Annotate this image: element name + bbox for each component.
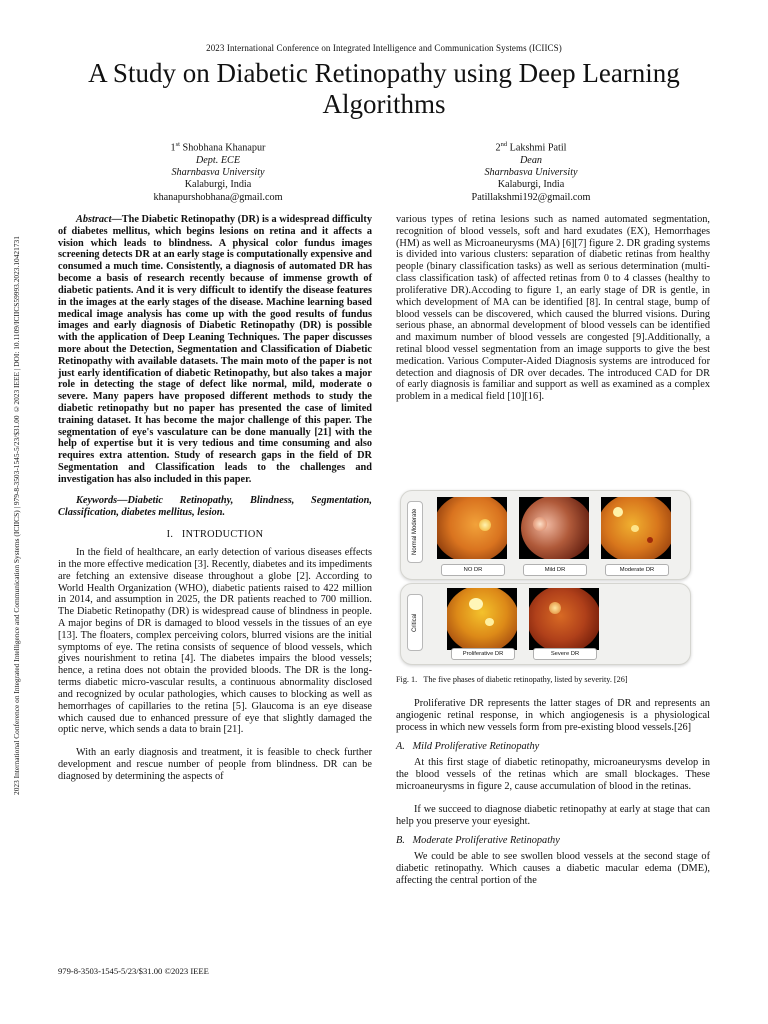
retina-disc	[437, 497, 507, 559]
author-name-line	[88, 139, 348, 155]
section-number: I.	[166, 529, 174, 541]
moderate-paragraph-1: We could be able to see swollen blood vessels at the second stage of diabetic retinopathy. Which causes a diabetic macular edema (DME), affecting the central portion of the	[396, 851, 710, 886]
left-column	[58, 214, 372, 783]
keywords: Keywords—Diabetic Retinopathy, Blindness, Segmentation, Classification, diabetes mellitus, lesion.	[58, 494, 372, 518]
page-footer: 979-8-3503-1545-5/23/$31.00 ©2023 IEEE	[58, 966, 209, 976]
author-block-2	[401, 139, 661, 204]
image-label-severe-dr: Severe DR	[533, 648, 597, 660]
author-number: 2	[495, 142, 501, 154]
right-column-bottom	[396, 698, 710, 887]
subsection-title: Moderate Proliferative Retinopathy	[412, 835, 560, 847]
abstract-text: The Diabetic Retinopathy (DR) is a widespread difficulty of diabetes mellitus, which begins lesions on retina and it affects a vision which leads to blindness. A physical color fundus images screening detects DR at an early stage is computationally expensive and consumed a much time. Consistently, a diagnosis of automated DR has become a basis of research recently because of immense growth of diabetic patients. And it is very difficult to identify the disease features in the images at the early stages of the disease. Machine learning based medical image analysis has come up with the good results of fundus images and early diagnosis of Diabetic Retinopathy (DR) is possible with the application of Deep Leaning Techniques. The paper discusses more about the Detection, Segmentation and Classification of Diabetic Retinopathy with available datasets. The main moto of the paper is not just early identification of diabetic Retinopathy, but also takes a major role in detecting the stage of defect like normal, mild, moderate o severe. Many papers have proposed different methods to study the diabetic retinopathy but no paper has presented the case of limited training dataset. It has become the major challenge of this paper. The segmentation of eye's vasculature can be done manually [21] with the help of expertise but it is very tedious and time consuming and also requires extra attention. Study of research gaps in the field of DR Segmentation and Classification leads to the challenges and investigation has also included in this paper.	[58, 214, 372, 485]
abstract: Abstract—The Diabetic Retinopathy (DR) is a widespread difficulty of diabetes mellitus, which begins lesions on retina and it affects a vision which leads to blindness. A physical color fundus images screening detects DR at an early stage is computationally expensive and consumed a much time. Consistently, a diagnosis of automated DR has become a basis of research recently because of immense growth of diabetic patients. And it is very difficult to identify the disease features in the images at the early stages of the disease. Machine learning based medical image analysis has come up with the good results of fundus images and early diagnosis of Diabetic Retinopathy (DR) is possible with the application of Deep Leaning Techniques. The paper discusses more about the Detection, Segmentation and Classification of Diabetic Retinopathy with available datasets. The main moto of the paper is not just early identification of diabetic Retinopathy, but also takes a major role in detecting the stage of defect like normal, mild, moderate o severe. Many papers have proposed different methods to study the diabetic retinopathy but no paper has presented the case of limited training dataset. It has become the major challenge of this paper. The segmentation of eye's vasculature can be done manually [21] with the help of expertise but it is very tedious and time consuming and also requires extra attention. Study of research gaps in the field of DR Segmentation and Classification leads to the challenges and investigation has also included in this paper.	[58, 214, 372, 485]
row-label-normal-moderate: Normal Moderate	[407, 501, 423, 563]
subsection-heading-a	[396, 741, 710, 753]
keywords-label: Keywords	[76, 494, 118, 506]
exudate-spot	[631, 525, 639, 532]
mild-paragraph-2: If we succeed to diagnose diabetic retinopathy at early at stage that can help you preserve your eyesight.	[396, 803, 710, 827]
author-block-1	[88, 139, 348, 204]
author-dept: Dean	[519, 154, 543, 166]
author-university: Sharnbasva University	[484, 166, 578, 178]
author-university: Sharnbasva University	[171, 166, 265, 178]
author-name: Lakshmi Patil	[509, 142, 567, 154]
image-label-proliferative-dr: Proliferative DR	[451, 648, 515, 660]
section-heading-introduction	[58, 529, 372, 541]
author-city: Kalaburgi, India	[184, 179, 252, 191]
image-label-no-dr: NO DR	[441, 564, 505, 576]
retina-disc	[521, 497, 589, 559]
optic-disc	[533, 517, 547, 531]
abstract-label: Abstract	[76, 214, 112, 225]
figure-caption-text: The five phases of diabetic retinopathy, listed by severity. [26]	[423, 675, 628, 684]
side-doi-strip: 2023 International Conference on Integrated Intelligence and Communication Systems (ICIICS) | 979-8-3503-1545-5/23/$31.00 ©2023 IEEE | DOI: 10.1109/ICIICS59993.2023.10421731	[12, 236, 21, 796]
fundus-image-moderate-dr	[601, 497, 671, 559]
section-title-rest: NTRODUCTION	[185, 529, 264, 541]
retina-disc	[529, 588, 599, 650]
author-email[interactable]: khanapurshobhana@gmail.com	[153, 191, 283, 203]
fundus-image-mild-dr	[519, 497, 589, 559]
subsection-label: A.	[396, 741, 405, 753]
exudate-spot	[469, 598, 483, 610]
author-name-line	[401, 139, 661, 155]
body-paragraph-proliferative: Proliferative DR represents the latter stages of DR and represents an angiogenic retinal response, in which angiogenesis is a physiological process in which new vessels form from pre-existing blood vessels.[26]	[396, 698, 710, 733]
image-label-moderate-dr: Moderate DR	[605, 564, 669, 576]
figure-caption-number: Fig. 1.	[396, 675, 418, 684]
author-number: 1	[170, 142, 176, 154]
intro-paragraph-1: In the field of healthcare, an early detection of various diseases effects in the more effective medication [3]. Recently, diabetes and its impediments are fetching an extensive disease throughout a globe [2]. According to World Health Organization (WHO), diabetic patients raised to 422 million in 2014, and assumption in 2025, the DR patients reached to 700 million. The Diabetic Retinopathy (DR) is widespread cause of blindness in people. A major begins of DR is damaged to blood vessels in the tissues of an eye [13]. The floaters, complex perceiving colors, blurred visions are the initial symptoms of eye. The retina consists of sequence of blood vessels, which gives nourishment to retina [4]. The diabetes impairs the blood vessels; hence, a retina does not obtain the provided bloods. The DR is the long-terms diabetic micro-vascular results, a continuous abnormality disclosed and recognized by ocular pathologies, which causes to blocking as well as hemorrhages of capillaries to the retina [5]. Glaucoma is an eye disease which caused due to enhanced pressure of eye that slightly damaged the optic nerve, which sends a data to brain [21].	[58, 547, 372, 736]
author-ordinal: nd	[500, 141, 508, 148]
conference-header: 2023 International Conference on Integrated Intelligence and Communication Systems (ICIICS)	[206, 43, 562, 53]
subsection-title: Mild Proliferative Retinopathy	[412, 741, 540, 753]
right-column-top	[396, 214, 710, 403]
author-dept: Dept. ECE	[195, 154, 241, 166]
fundus-image-no-dr	[437, 497, 507, 559]
figure-panel-normal-moderate	[400, 490, 691, 580]
hemorrhage-spot	[647, 537, 653, 543]
paper-title: A Study on Diabetic Retinopathy using Deep Learning Algorithms	[88, 58, 680, 119]
row-label-critical: Critical	[407, 594, 423, 651]
keywords-text: Diabetic Retinopathy, Blindness, Segmentation, Classification, diabetes mellitus, lesion.	[58, 494, 372, 518]
subsection-heading-b	[396, 835, 710, 847]
retina-disc	[447, 588, 517, 650]
optic-disc	[479, 519, 491, 531]
mild-paragraph-1: At this first stage of diabetic retinopathy, microaneurysms develop in the blood vessels of the retinas which are small blockages. These microaneurysms in figure 2, cause accumulation of blood in the retinas.	[396, 757, 710, 792]
body-paragraph-continued: various types of retina lesions such as named automated segmentation, recognition of blood vessels, soft and hard exudates (EX), Hemorrhages (HM) as well as Microaneurysms (MA) [6][7] figure 2. DR grading systems is divided into various clusters: separation of diabetic retinas from healthy people (binary classification tasks) as well as serious determination (multi-class classification task) of affected retinas from 0 to 4 classes (healthy to proliferative DR).Accoding to figure 1, an early stage of DR is gentle, in which development of MA can be identified [8]. In central stage, bump of blood vessels can be discovered, which caused the blurred visions. During serious phase, an abnormal development of blood vessels can be identified and maximum number of blood vessels are congested [9].Additionally, a retinal blood vessel segmentation from an image supports to give the best medication. Various Computer-Aided Diagnosis systems are introduced for detection and diagnosis of DR over decades. The introduced CAD for DR of early diagnosis is familiar and support as well as examined as a complex problem in a medical field [10][16].	[396, 214, 710, 403]
author-email[interactable]: Patillakshmi192@gmail.com	[471, 191, 591, 203]
figure-1	[396, 488, 696, 676]
subsection-label: B.	[396, 835, 405, 847]
image-label-mild-dr: Mild DR	[523, 564, 587, 576]
author-name: Shobhana Khanapur	[182, 142, 266, 154]
author-ordinal: st	[175, 141, 180, 148]
optic-disc	[549, 602, 561, 614]
figure-panel-critical	[400, 583, 691, 665]
exudate-spot	[485, 618, 494, 626]
section-title-first-letter: I	[181, 529, 186, 541]
figure-1-caption	[396, 675, 716, 685]
intro-paragraph-2: With an early diagnosis and treatment, it is feasible to check further development and rescue number of people from blindness. DR can be diagnosed by determining the aspects of	[58, 747, 372, 782]
fundus-image-severe-dr	[529, 588, 599, 650]
author-city: Kalaburgi, India	[497, 179, 565, 191]
fundus-image-proliferative-dr	[447, 588, 517, 650]
exudate-spot	[613, 507, 623, 517]
